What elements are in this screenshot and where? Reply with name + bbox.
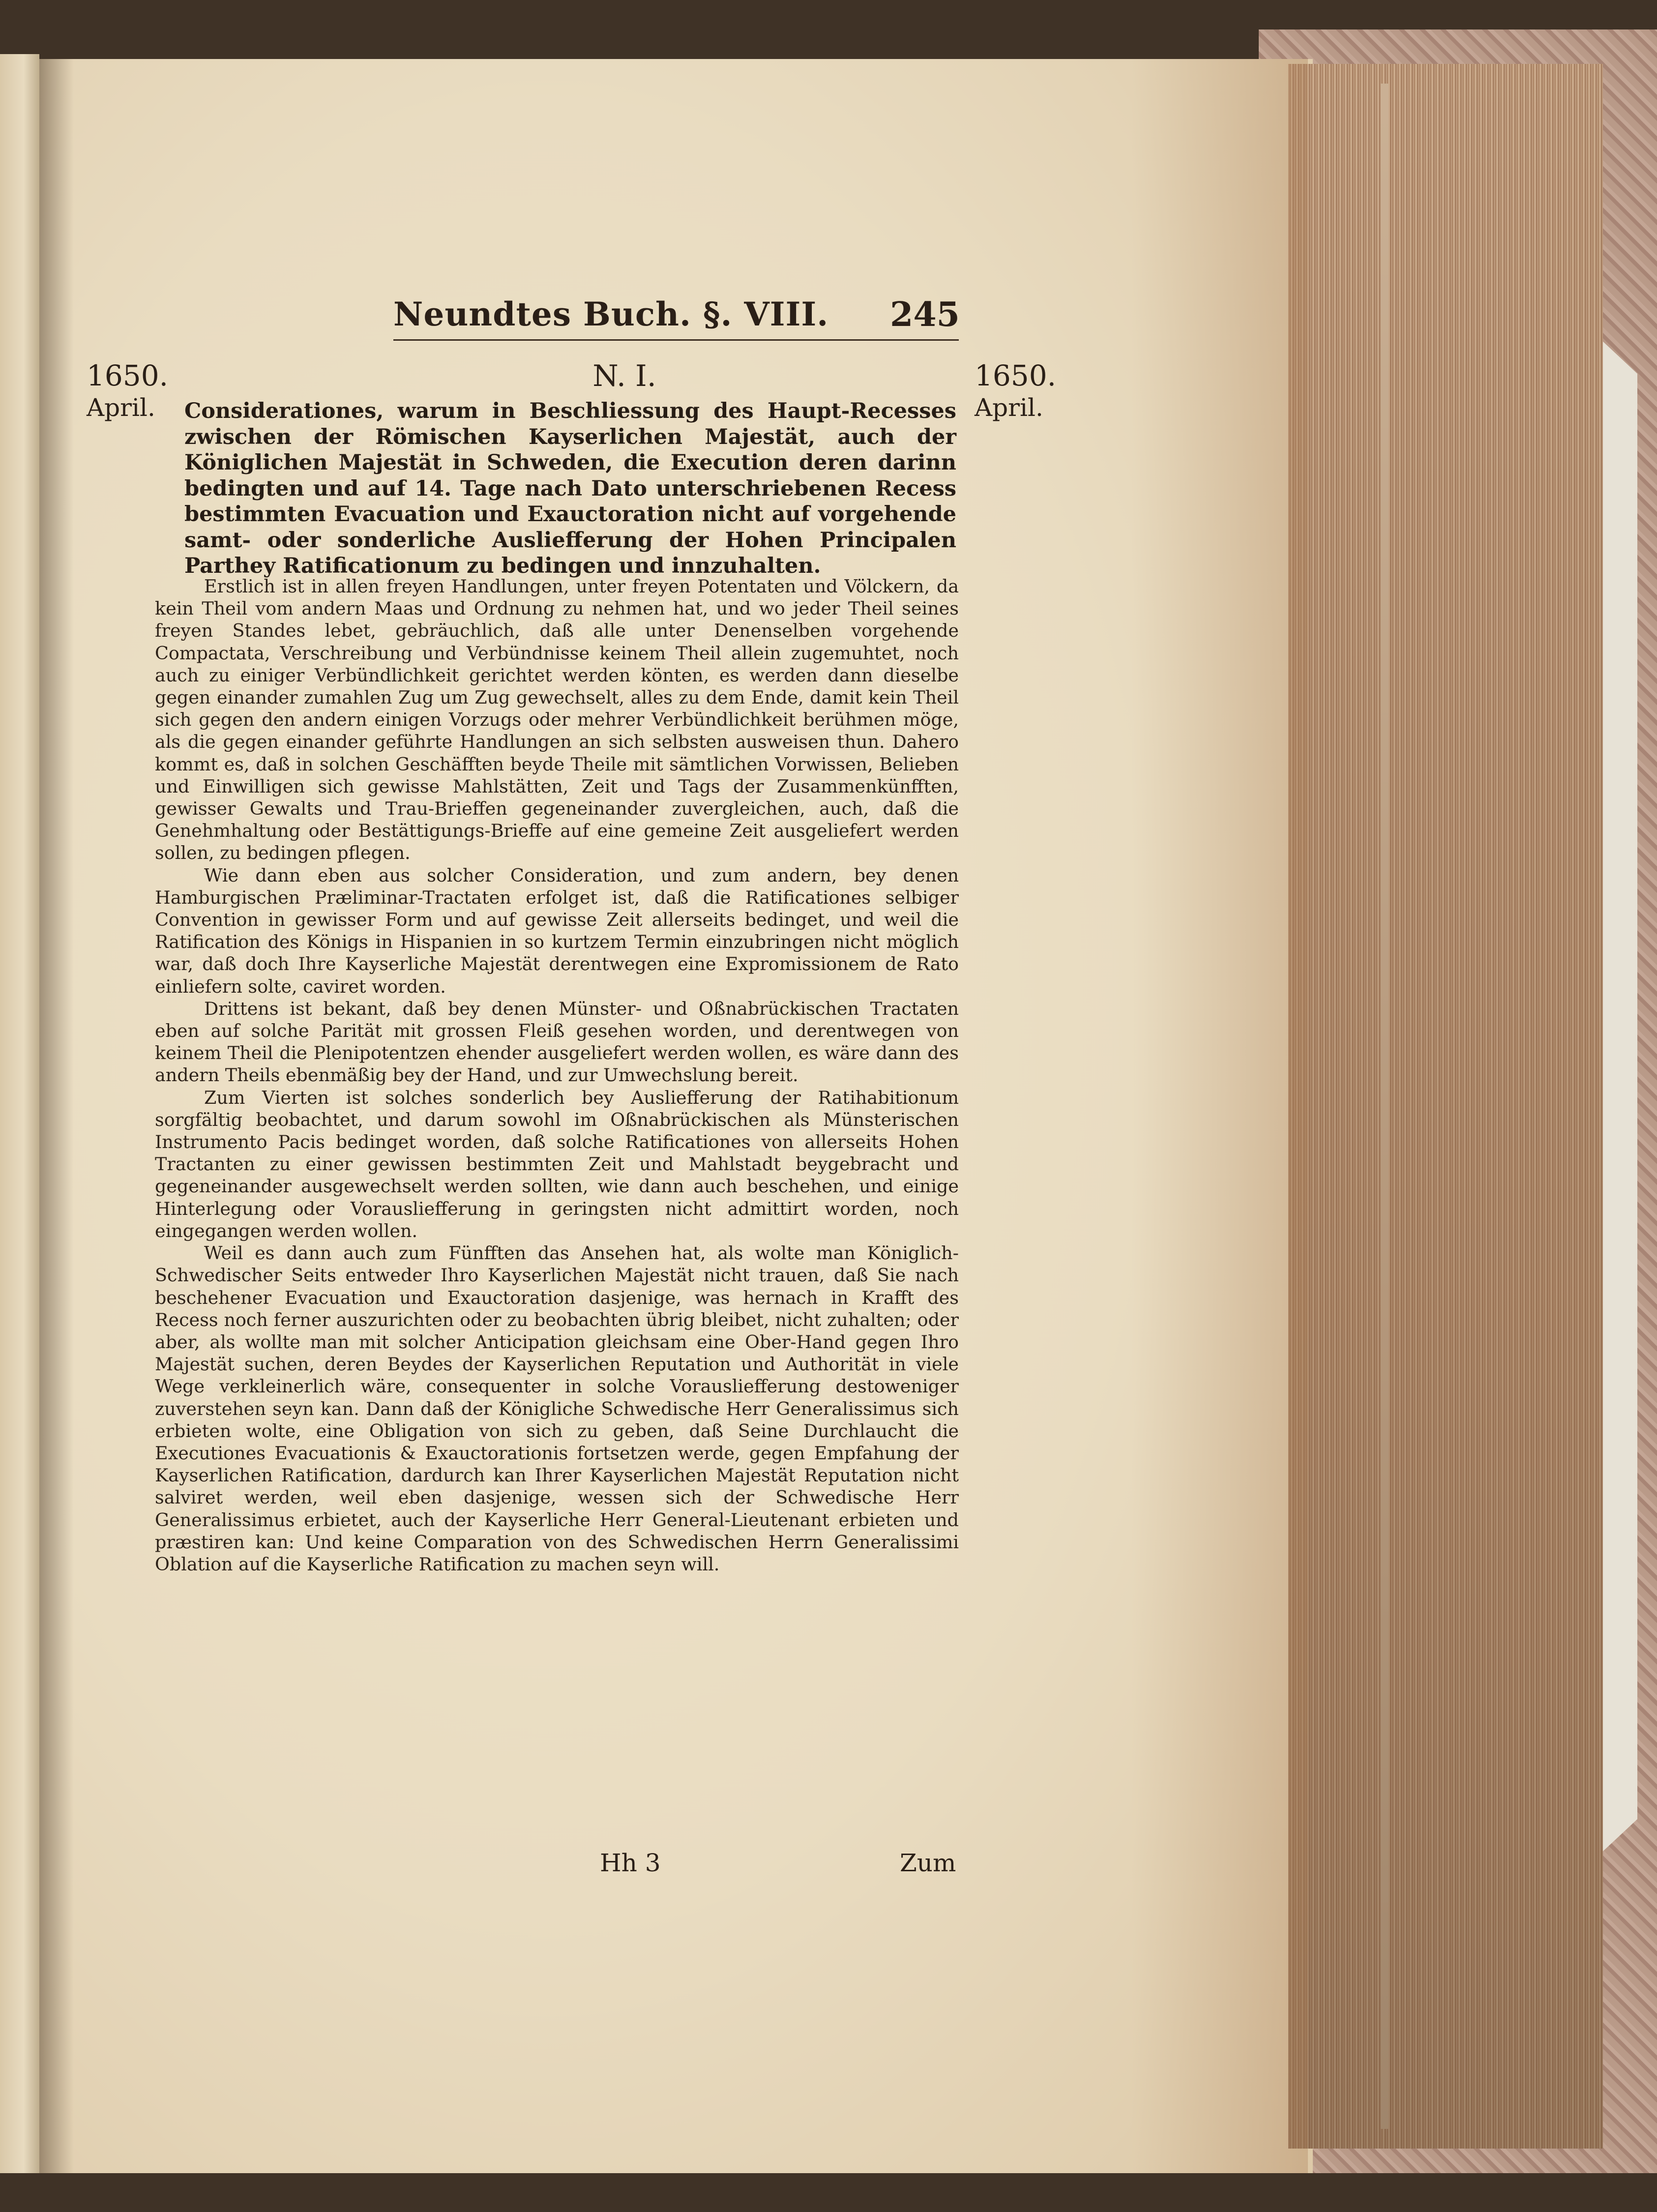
catchword: Zum — [900, 1849, 956, 1877]
running-head — [393, 295, 959, 339]
body-text — [155, 575, 959, 1575]
paragraph-3: Drittens ist bekant, daß bey denen Münster- und Oßnabrückischen Tractaten eben auf solche Parität mit grossen Fleiß gesehen worden, und derentwegen von keinem Theil die Plenipotentzen ehender ausgeliefert werden wollen, es wäre dann des andern Theils ebenmäßig bey der Hand, und zur Umwechslung bereit. — [155, 998, 959, 1086]
margin-month-right: April. — [975, 393, 1043, 422]
spine-shadow — [39, 59, 74, 2173]
edge-stain — [1131, 59, 1308, 2173]
document-number: N. I. — [592, 359, 656, 393]
page-stack-edge — [1288, 64, 1603, 2149]
paragraph-5: Weil es dann auch zum Fünfften das Ansehen hat, als wolte man Königlich-Schwedischer Seits entweder Ihro Kayserlichen Majestät nicht trauen, daß Sie nach beschehener Evacuation und Exauctoration dasjenige, was hernach in Krafft des Recess noch ferner auszurichten oder zu beobachten übrig bleibet, nicht zuhalten; oder aber, als wollte man mit solcher Anticipation gleichsam eine Ober-Hand gegen Ihro Majestät suchen, deren Beydes der Kayserlichen Reputation und Authorität in viele Wege verkleinerlich wäre, consequenter in solche Vorausliefferung destoweniger zuverstehen seyn kan. Dann daß der Königliche Schwedische Herr Generalissimus sich erbieten wolte, eine Obligation von sich zu geben, daß Seine Durchlaucht die Executiones Evacuationis & Exauctorationis fortsetzen werde, gegen Empfahung der Kayserlichen Ratification, dardurch kan Ihrer Kayserlichen Majestät Reputation nicht salviret werden, weil eben dasjenige, wessen sich der Schwedische Herr Generalissimus erbietet, auch der Kayserliche Herr General-Lieutenant erbieten und præstiren kan: Und keine Comparation von des Schwedischen Herrn Generalissimi Oblation auf die Kayserliche Ratification zu machen seyn will. — [155, 1242, 959, 1575]
previous-page-edge — [0, 54, 39, 2173]
running-head-title: Neundtes Buch. §. VIII. — [393, 295, 829, 333]
margin-year-right: 1650. — [975, 359, 1057, 392]
document-heading: Considerationes, warum in Beschliessung des Haupt-Recesses zwischen der Römischen Kayserlichen Majestät, auch der Königlichen Majestät in Schweden, die Execution deren darinn bedingten und auf 14. Tage nach Dato unterschriebenen Recess bestimmten Evacuation und Exauctoration nicht auf vorgehende samt- oder sonderliche Ausliefferung der Hohen Principalen Parthey Ratificationum zu bedingen und innzuhalten. — [184, 399, 956, 578]
signature-mark: Hh 3 — [600, 1849, 661, 1877]
paragraph-4: Zum Vierten ist solches sonderlich bey Ausliefferung der Ratihabitionum sorgfältig beobachtet, und darum sowohl im Oßnabrückischen als Münsterischen Instrumento Pacis bedinget worden, daß solche Ratificationes von allerseits Hohen Tractanten zu einer gewissen bestimmten Zeit und Mahlstadt beygebracht und gegeneinander ausgewechselt werden sollten, wie dann auch beschehen, und einige Hinterlegung oder Vorausliefferung in geringsten nicht admittirt worden, noch eingegangen werden wollen. — [155, 1087, 959, 1241]
page-number: 245 — [890, 295, 960, 334]
margin-year-left: 1650. — [87, 359, 169, 392]
paragraph-1: Erstlich ist in allen freyen Handlungen, unter freyen Potentaten und Völckern, da kein Theil vom andern Maas und Ordnung zu nehmen hat, und wo jeder Theil seines freyen Standes lebet, gebräuchlich, daß alle unter Denenselben vorgehende Compactata, Verschreibung und Verbündnisse keinem Theil allein zugemuhtet, noch auch zu einiger Verbündlichkeit gerichtet werden könten, es werden dann dieselbe gegen einander zumahlen Zug um Zug gewechselt, alles zu dem Ende, damit kein Theil sich gegen den andern einigen Vorzugs oder mehrer Verbündlichkeit berühmen möge, als die gegen einander geführte Handlungen an sich selbsten ausweisen thun. Dahero kommt es, daß in solchen Geschäfften beyde Theile mit sämtlichen Vorwissen, Belieben und Einwilligen sich gewisse Mahlstätten, Zeit und Tags der Zusammenkünfften, gewisser Gewalts und Trau-Brieffen gegeneinander zuvergleichen, auch, daß die Genehmhaltung oder Bestättigungs-Brieffe auf eine gemeine Zeit ausgeliefert werden sollen, zu bedingen pflegen. — [155, 576, 959, 864]
running-head-rule — [393, 339, 959, 341]
paragraph-2: Wie dann eben aus solcher Consideration, und zum andern, bey denen Hamburgischen Præliminar-Tractaten erfolget ist, daß die Ratificationes selbiger Convention in gewisser Form und auf gewisse Zeit allerseits bedinget, und weil die Ratification des Königs in Hispanien in so kurtzem Termin einzubringen nicht möglich war, daß doch Ihre Kayserliche Majestät derentwegen eine Expromissionem de Rato einliefern solte, caviret worden. — [155, 864, 959, 997]
page-stack-gap — [1381, 84, 1389, 2129]
margin-month-left: April. — [87, 393, 155, 422]
